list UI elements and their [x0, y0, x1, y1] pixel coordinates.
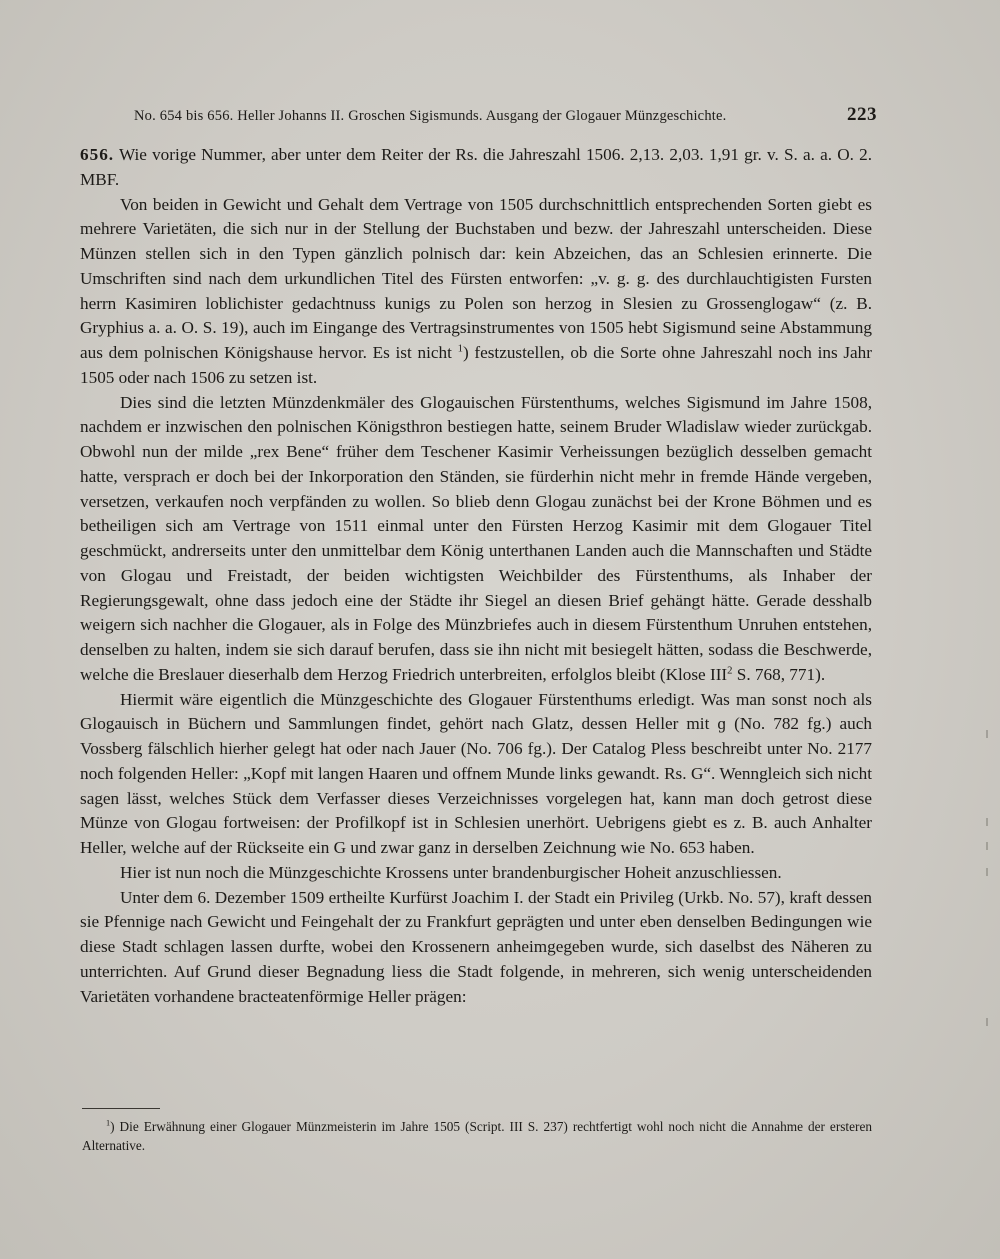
paragraph	[80, 193, 872, 391]
paragraph: Hiermit wäre eigentlich die Münzgeschichte des Glogauer Fürstenthums erledigt. Was man sonst noch als Glogauisch in Büchern und Sammlungen findet, gehört nach Glatz, dessen Heller mit ɡ (No. 782 fg.) auch Vossberg fälschlich hierher gelegt hat oder nach Jauer (No. 706 fg.). Der Catalog Pless beschreibt unter No. 2177 noch folgenden Heller: „Kopf mit langen Haaren und offnem Munde links gewandt. Rs. G“. Wenngleich sich nicht sagen lässt, welches Stück dem Verfasser dieses Verzeichnisses vorgelegen hat, kann man doch getrost diese Münze von Glogau fortweisen: der Profilkopf ist in Schlesien unerhört. Uebrigens giebt es z. B. auch Anhalter Heller, welche auf der Rückseite ein G und zwar ganz in derselben Zeichnung wie No. 653 haben.	[80, 689, 872, 857]
page-number: 223	[847, 104, 877, 125]
footnote-reference: 1	[457, 343, 463, 355]
catalog-entry	[80, 143, 872, 193]
footnote-divider	[82, 1108, 160, 1109]
margin-mark	[986, 730, 994, 738]
main-text	[80, 143, 872, 1009]
paragraph: Hier ist nun noch die Münzgeschichte Krossens unter brandenburgischer Hoheit anzuschliessen.	[120, 862, 782, 882]
footnote-marker: 1	[106, 1118, 111, 1128]
paragraph	[80, 391, 872, 688]
running-title: No. 654 bis 656. Heller Johanns II. Groschen Sigismunds. Ausgang der Glogauer Münzgeschichte.	[134, 108, 727, 124]
paragraph-tail: S. 768, 771).	[732, 664, 826, 684]
footnote-text: ) Die Erwähnung einer Glogauer Münzmeisterin im Jahre 1505 (Script. III S. 237) rechtfertigt wohl noch nicht die Annahme der ersteren Alternative.	[82, 1119, 872, 1153]
entry-text: Wie vorige Nummer, aber unter dem Reiter der Rs. die Jahreszahl 1506. 2,13. 2,03. 1,91 gr. v. S. a. a. O. 2. MBF.	[80, 145, 872, 189]
margin-mark	[986, 842, 994, 850]
superscript: 2	[727, 665, 733, 677]
paragraph-text: Dies sind die letzten Münzdenkmäler des Glogauischen Fürstenthums, welches Sigismund im Jahre 1508, nachdem er inzwischen den polnischen Königsthron bestiegen hatte, seinem Bruder Wladislaw wieder zurückgab. Obwohl nun der milde „rex Bene“ früher dem Teschener Kasimir Verheissungen bezüglich desselben gemacht hatte, versprach er doch bei der Inkorporation den Ständen, sie fürderhin nicht mehr in fremde Hände vergeben, versetzen, verkaufen noch verpfänden zu wollen. So blieb denn Glogau zunächst bei der Krone Böhmen und es betheiligen sich am Vertrage von 1511 einmal unter den Fürsten Herzog Kasimir mit dem Glogauer Titel geschmückt, andrerseits unter den unmittelbar dem König unterthanen Landen auch die Mannschaften und Städte von Glogau und Freistadt, der beiden wichtigsten Weichbilder des Fürstenthums, als Inhaber der Regierungsgewalt, ohne dass jedoch eine der Städte ihr Siegel an diesen Brief gehängt hätte. Gerade desshalb weigern sich nachher die Glogauer, als in Folge des Münzbriefes auch in diesem Fürstenthum Unruhen entstehen, denselben zu halten, indem sie sich darauf berufen, dass sie ihn nicht mit besiegelt hätten, sodass die Beschwerde, welche die Breslauer dieserhalb dem Herzog Friedrich unterbreiten, erfolglos bleibt (Klose III	[80, 392, 872, 684]
entry-number: 656.	[80, 145, 115, 164]
paragraph: Unter dem 6. Dezember 1509 ertheilte Kurfürst Joachim I. der Stadt ein Privileg (Urkb. No. 57), kraft dessen sie Pfennige nach Gewicht und Feingehalt der zu Frankfurt geprägten und unter eben denselben Bedingungen wie diese Stadt schlagen lassen durfte, wobei den Krossenern anheimgegeben wurde, sich daselbst des Näheren zu unterrichten. Auf Grund dieser Begnadung liess die Stadt folgende, in mehreren, sich wenig unterscheidenden Varietäten vorhandene bracteatenförmige Heller prägen:	[80, 887, 872, 1006]
margin-mark	[986, 818, 994, 826]
paragraph-text: Von beiden in Gewicht und Gehalt dem Vertrage von 1505 durchschnittlich entsprechenden Sorten giebt es mehrere Varietäten, die sich nur in der Stellung der Buchstaben und bezw. der Jahreszahl unterscheiden. Diese Münzen stellen sich in den Typen gänzlich polnisch dar: kein Abzeichen, das an Schlesien erinnerte. Die Umschriften sind nach dem urkundlichen Titel des Fürsten entworfen: „v. g. g. des durchlauchtigisten Fursten herrn Kasimiren loblichister gedachtnuss kunigs zu Polen son herzog in Slesien zu Grossenglogaw“ (z. B. Gryphius a. a. O. S. 19), auch im Eingange des Vertragsinstrumentes von 1505 hebt Sigismund seine Abstammung aus dem polnischen Königshause hervor. Es ist nicht	[80, 194, 872, 362]
margin-mark	[986, 868, 994, 876]
paragraph-tail: ) festzustellen, ob die Sorte ohne Jahreszahl noch ins Jahr 1505 oder nach 1506 zu setzen ist.	[80, 343, 872, 387]
footnote	[82, 1117, 872, 1155]
running-header	[134, 104, 877, 132]
margin-mark	[986, 1018, 994, 1026]
